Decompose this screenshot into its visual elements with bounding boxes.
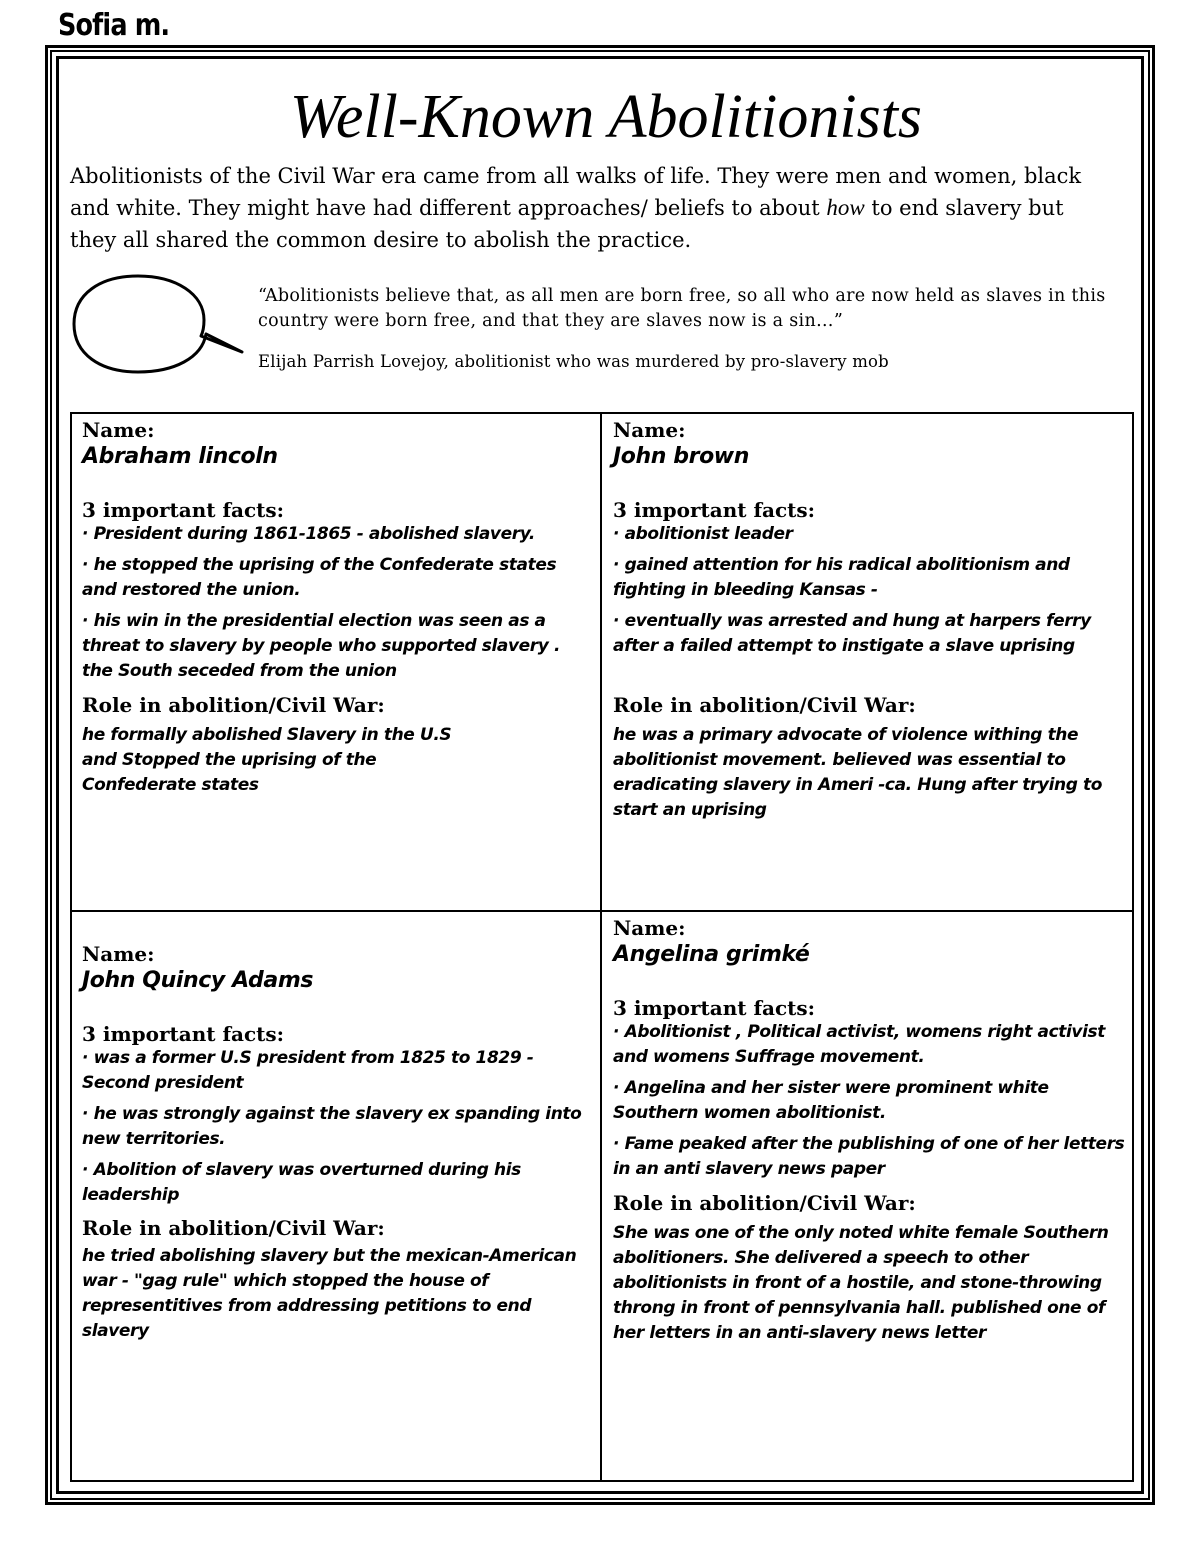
person-name: John Quincy Adams	[82, 968, 314, 993]
fact-item: · gained attention for his radical abolitionism and fighting in bleeding Kansas -	[613, 555, 1070, 600]
card-abraham-lincoln-role	[82, 693, 594, 798]
role-text: he formally abolished Slavery in the U.S and Stopped the uprising of the Confederate states	[82, 725, 452, 795]
facts-label: 3 important facts:	[613, 498, 816, 522]
intro-emphasis: how	[826, 195, 865, 220]
card-john-brown-role	[613, 693, 1128, 823]
card-john-quincy-adams	[82, 942, 597, 1208]
person-name: John brown	[613, 444, 749, 469]
name-label: Name:	[82, 942, 155, 966]
person-name: Abraham lincoln	[82, 444, 278, 469]
fact-item: · was a former U.S president from 1825 to 1829 - Second president	[82, 1048, 534, 1093]
card-john-brown	[613, 418, 1128, 659]
fact-item: · abolitionist leader	[613, 524, 793, 544]
fact-item: · eventually was arrested and hung at harpers ferry after a failed attempt to instigate a slave uprising	[613, 611, 1091, 656]
facts-label: 3 important facts:	[82, 1022, 285, 1046]
intro-text-start: Abolitionists of the Civil War era came from all walks of life. They were men and women, black and white. They might have had different approaches/ beliefs to about	[70, 164, 1082, 220]
card-john-quincy-adams-role	[82, 1216, 597, 1344]
fact-item: · President during 1861-1865 - abolished slavery.	[82, 524, 535, 544]
student-name: Sofia m.	[58, 8, 170, 43]
person-name: Angelina grimké	[613, 942, 810, 967]
quote-attribution: Elijah Parrish Lovejoy, abolitionist who was murdered by pro-slavery mob	[258, 352, 889, 371]
card-angelina-grimke	[613, 916, 1128, 1182]
intro-paragraph	[70, 160, 1110, 256]
role-text: he tried abolishing slavery but the mexican-American war - "gag rule" which stopped the house of representitives from addressing petitions to end slavery	[82, 1246, 577, 1341]
page-title: Well-Known Abolitionists	[289, 83, 923, 151]
fact-item: · Abolitionist , Political activist, womens right activist and womens Suffrage movement.	[613, 1022, 1105, 1067]
grid-divider-horizontal	[70, 910, 1134, 912]
facts-label: 3 important facts:	[613, 996, 816, 1020]
card-angelina-grimke-role	[613, 1191, 1128, 1346]
role-text: She was one of the only noted white female Southern abolitioners. She delivered a speech to other abolitionists in front of a hostile, and stone-throwing throng in front of pennsylvania hall. published one of her letters in an anti-slavery news letter	[613, 1223, 1109, 1343]
facts-label: 3 important facts:	[82, 498, 285, 522]
quote-text: “Abolitionists believe that, as all men are born free, so all who are now held as slaves in this country were born free, and that they are slaves now is a sin…”	[258, 286, 1106, 331]
fact-item: · Fame peaked after the publishing of one of her letters in an anti slavery news paper	[613, 1134, 1125, 1179]
role-label: Role in abolition/Civil War:	[613, 1191, 916, 1215]
intro-text-end: to end slavery but they all shared the common desire to abolish the practice.	[70, 196, 1064, 252]
card-abraham-lincoln	[82, 418, 594, 684]
fact-item: · Angelina and her sister were prominent white Southern women abolitionist.	[613, 1078, 1049, 1123]
grid-divider-vertical	[600, 412, 602, 1482]
fact-item: · Abolition of slavery was overturned during his leadership	[82, 1160, 521, 1205]
fact-item: · his win in the presidential election was seen as a threat to slavery by people who supported slavery . the South seceded from the union	[82, 611, 561, 681]
role-text: he was a primary advocate of violence withing the abolitionist movement. believed was essential to eradicating slavery in Ameri -ca. Hung after trying to start an uprising	[613, 725, 1103, 820]
role-label: Role in abolition/Civil War:	[82, 693, 385, 717]
name-label: Name:	[82, 418, 155, 442]
fact-item: · he stopped the uprising of the Confederate states and restored the union.	[82, 555, 557, 600]
name-label: Name:	[613, 916, 686, 940]
speech-bubble-icon	[70, 272, 250, 376]
role-label: Role in abolition/Civil War:	[613, 693, 916, 717]
role-label: Role in abolition/Civil War:	[82, 1216, 385, 1240]
fact-item: · he was strongly against the slavery ex spanding into new territories.	[82, 1104, 582, 1149]
name-label: Name:	[613, 418, 686, 442]
